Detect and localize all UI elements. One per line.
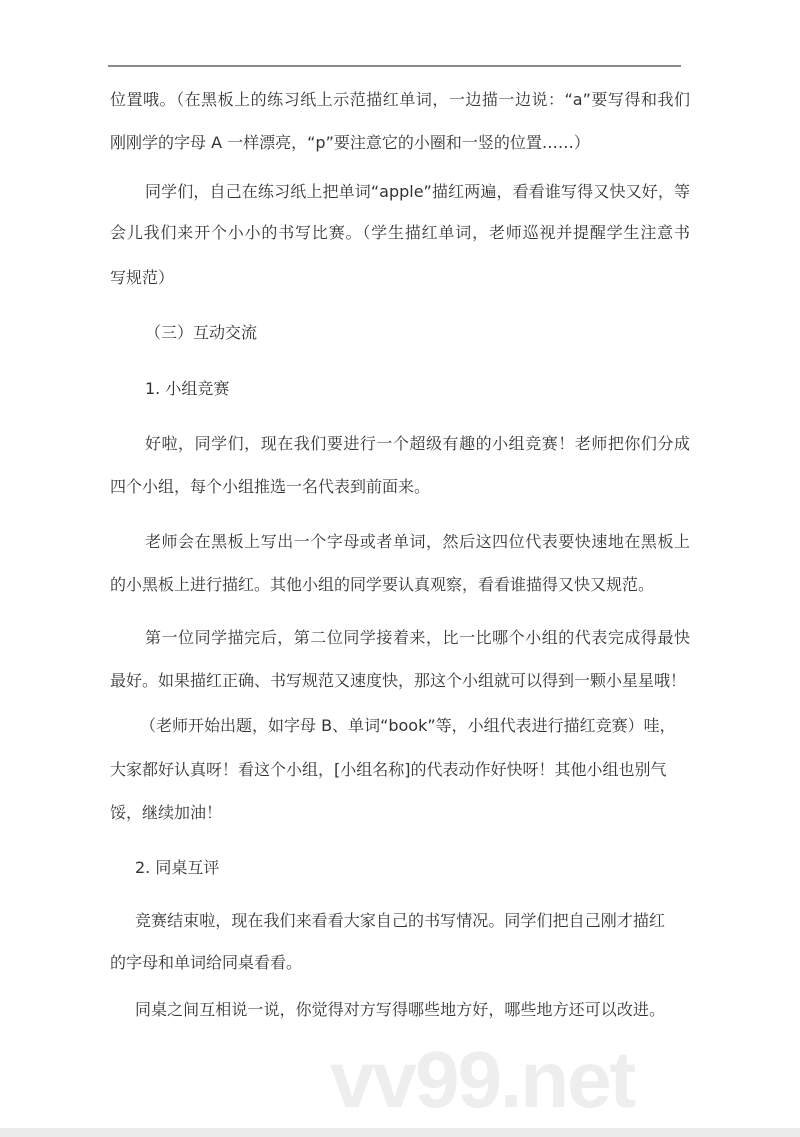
text-line: 竞赛结束啦，现在我们来看看大家自己的书写情况。同学们把自己刚才描红 [135,911,665,930]
text-line: 同桌之间互相说一说，你觉得对方写得哪些地方好，哪些地方还可以改进。 [135,1000,665,1019]
text-line: 的字母和单词给同桌看看。 [110,953,303,972]
text-line: 刚刚学的字母 A 一样漂亮，“p”要注意它的小圈和一竖的位置……） [110,133,590,152]
text-line: 老师会在黑板上写出一个字母或者单词，然后这四位代表要快速地在黑板上 [145,532,690,551]
text-line: 好啦，同学们，现在我们要进行一个超级有趣的小组竞赛！老师把你们分成 [145,434,690,453]
subsection-heading: 2. 同桌互评 [135,858,220,877]
text-line: 馁，继续加油！ [110,803,223,822]
text-line: 的小黑板上进行描红。其他小组的同学要认真观察，看看谁描得又快又规范。 [110,575,655,594]
subsection-heading: 1. 小组竞赛 [145,379,230,398]
page-bottom-edge [0,1128,800,1137]
text-line: 同学们，自己在练习纸上把单词“apple”描红两遍，看看谁写得又快又好，等 [145,182,690,201]
text-line: 四个小组，每个小组推选一名代表到前面来。 [110,477,431,496]
text-line: （老师开始出题，如字母 B、单词“book”等，小组代表进行描红竞赛）哇， [140,716,676,735]
text-line: 第一位同学描完后，第二位同学接着来，比一比哪个小组的代表完成得最快 [145,628,690,647]
header-rule [108,65,681,67]
text-line: 最好。如果描红正确、书写规范又速度快，那这个小组就可以得到一颗小星星哦！ [110,671,687,690]
watermark: vv99.net [330,1035,635,1124]
text-line: 大家都好认真呀！看这个小组，[小组名称]的代表动作好快呀！其他小组也别气 [110,760,667,779]
section-heading: （三）互动交流 [145,323,258,342]
text-line: 位置哦。（在黑板上的练习纸上示范描红单词，一边描一边说：“a”要写得和我们 [110,90,690,109]
text-line: 写规范） [110,268,175,287]
text-line: 会儿我们来开个小小的书写比赛。（学生描红单词，老师巡视并提醒学生注意书 [110,223,690,242]
